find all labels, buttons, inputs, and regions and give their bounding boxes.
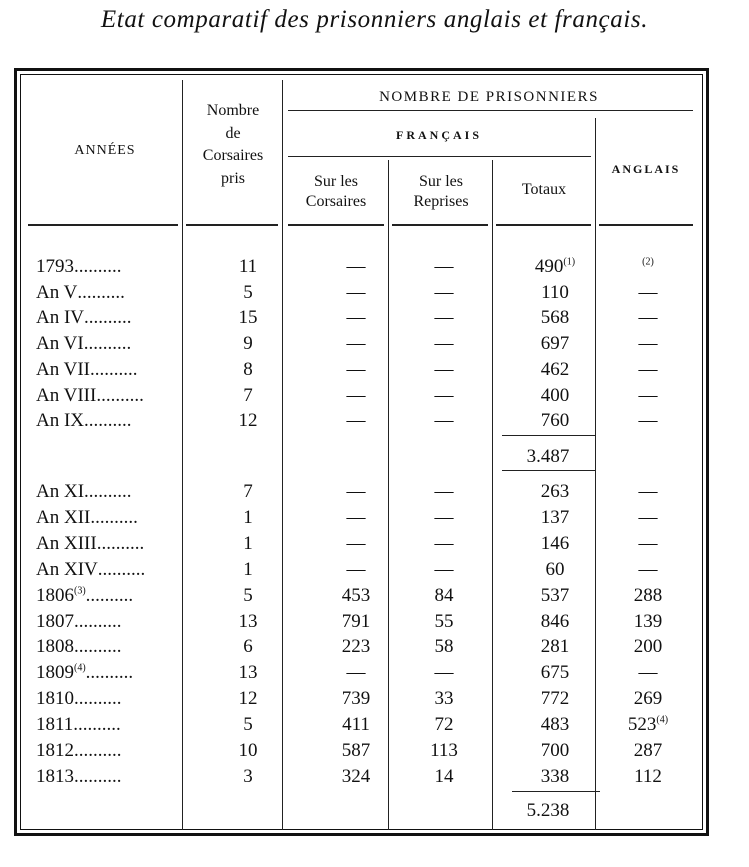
sur-corsaires-cell: 223 — [341, 636, 371, 658]
header-rule-sur-reprises — [392, 224, 488, 226]
page-title: Etat comparatif des prisonniers anglais et français. — [100, 6, 649, 33]
table-row — [20, 662, 703, 687]
header-corsaires-pris — [184, 100, 282, 191]
corsaires-cell: 13 — [238, 662, 258, 684]
corsaires-cell: 1 — [243, 506, 253, 528]
header-corsaires-line1: Nombre — [206, 102, 260, 119]
corsaires-cell: 10 — [238, 740, 258, 761]
anglais-cell: 288 — [633, 584, 663, 606]
sur-corsaires-cell: — — [346, 532, 366, 554]
corsaires-cell: 5 — [243, 714, 253, 736]
totaux-cell: 697 — [540, 333, 570, 355]
header-corsaires-line2: de — [225, 124, 241, 142]
year-cell: 1811.......... — [36, 714, 121, 736]
corsaires-cell: 1 — [243, 532, 253, 554]
sur-reprises-cell: — — [434, 662, 454, 684]
table-row — [20, 507, 703, 532]
anglais-cell: 269 — [633, 688, 663, 710]
leader-dots: .......... — [96, 532, 145, 554]
sur-corsaires-cell: — — [346, 506, 366, 528]
sur-reprises-cell: — — [434, 558, 454, 580]
corsaires-cell: 9 — [243, 333, 253, 355]
subtotal-rule-2 — [512, 791, 600, 792]
year-cell: 1807.......... — [36, 610, 122, 632]
sur-corsaires-cell: — — [346, 358, 366, 380]
subtotal-rule-1b — [502, 470, 596, 471]
header-sur-corsaires-line2: Corsaires — [305, 193, 367, 210]
sur-reprises-cell: — — [434, 481, 454, 502]
table-row — [20, 585, 703, 610]
table-row — [20, 559, 703, 584]
table-row — [20, 307, 703, 332]
table-row — [20, 282, 703, 307]
leader-dots: .......... — [84, 410, 132, 432]
rule-under-nombre — [288, 110, 693, 111]
corsaires-cell: 13 — [238, 610, 258, 632]
sur-reprises-cell: — — [434, 506, 454, 528]
totaux-cell: 490$^{(1)}$ — [534, 256, 576, 277]
table-row — [20, 714, 703, 739]
sur-corsaires-cell: — — [346, 410, 366, 432]
sur-corsaires-cell: — — [346, 307, 366, 329]
leader-dots: .......... — [84, 481, 132, 502]
header-sur-reprises-line2: Reprises — [413, 193, 469, 210]
year-cell: An XIII.......... — [36, 532, 145, 554]
year-cell: 1793.......... — [36, 256, 122, 277]
leader-dots: .......... — [74, 610, 122, 632]
subtotal-rule-1 — [502, 435, 596, 436]
year-cell: 1812.......... — [36, 740, 122, 761]
anglais-cell: — — [638, 662, 658, 684]
totaux-cell: 700 — [540, 740, 570, 761]
corsaires-cell: 12 — [238, 688, 258, 710]
totaux-cell: 537 — [540, 584, 570, 606]
corsaires-cell: 12 — [238, 410, 258, 432]
anglais-cell: — — [638, 410, 658, 432]
totaux-cell: 146 — [540, 532, 570, 554]
table-row — [20, 359, 703, 384]
sur-reprises-cell: — — [434, 532, 454, 554]
table-row — [20, 533, 703, 558]
totaux-cell: 338 — [540, 765, 570, 787]
year-cell: 1808.......... — [36, 636, 122, 658]
year-cell: An XII.......... — [36, 506, 138, 528]
sur-corsaires-cell: — — [346, 662, 366, 684]
header-rule-corsaires — [186, 224, 278, 226]
corsaires-cell: 6 — [243, 636, 253, 658]
year-cell: 1806$^{(3)}$.......... — [36, 584, 134, 606]
anglais-cell: — — [638, 281, 658, 303]
header-annees: ANNÉES — [74, 143, 136, 158]
sur-corsaires-cell: 587 — [341, 740, 371, 761]
leader-dots: .......... — [74, 688, 122, 710]
leader-dots: .......... — [73, 714, 121, 736]
totaux-cell: 760 — [540, 410, 570, 432]
sur-corsaires-cell: 739 — [341, 688, 371, 710]
corsaires-cell: 5 — [243, 584, 253, 606]
anglais-cell: — — [638, 358, 658, 380]
totaux-cell: 568 — [540, 307, 570, 329]
leader-dots: .......... — [85, 662, 134, 684]
table-row — [20, 256, 703, 281]
anglais-cell: 200 — [633, 636, 663, 658]
leader-dots: .......... — [96, 384, 144, 406]
sur-reprises-cell: 84 — [434, 584, 454, 606]
table-row — [20, 611, 703, 636]
anglais-cell: (2) — [642, 256, 654, 268]
table-row — [20, 766, 703, 791]
corsaires-cell: 7 — [243, 481, 253, 502]
header-sur-reprises-line1: Sur les — [419, 173, 463, 190]
header-corsaires-line3: Corsaires — [202, 147, 264, 165]
leader-dots: .......... — [97, 558, 146, 580]
anglais-cell: 523$^{(4)}$ — [627, 714, 669, 736]
header-rule-anglais — [599, 224, 693, 226]
header-sur-corsaires — [284, 172, 388, 212]
year-cell: 1810.......... — [36, 688, 122, 710]
sur-reprises-cell: 58 — [434, 636, 454, 658]
header-nombre-prisonniers: NOMBRE DE PRISONNIERS — [379, 89, 599, 105]
corsaires-cell: 3 — [243, 765, 253, 787]
sur-reprises-cell: 72 — [434, 714, 454, 736]
leader-dots: .......... — [74, 256, 122, 277]
leader-dots: .......... — [74, 636, 122, 658]
year-cell: An VIII.......... — [36, 384, 144, 406]
header-rule-sur-corsaires — [288, 224, 384, 226]
sur-reprises-cell: — — [434, 333, 454, 355]
header-rule-totaux — [496, 224, 591, 226]
anglais-cell: 287 — [633, 740, 663, 761]
anglais-cell: — — [638, 384, 658, 406]
totaux-cell: 60 — [545, 558, 565, 580]
sur-reprises-cell: — — [434, 358, 454, 380]
corsaires-cell: 8 — [243, 358, 253, 380]
totaux-cell: 137 — [540, 506, 570, 528]
table-row — [20, 385, 703, 410]
sur-reprises-cell: 55 — [434, 610, 454, 632]
totaux-cell: 483 — [540, 714, 570, 736]
leader-dots: .......... — [77, 281, 125, 303]
header-rule-annees — [28, 224, 178, 226]
totaux-cell: 462 — [540, 358, 570, 380]
sur-reprises-cell: — — [434, 410, 454, 432]
year-cell: An XIV.......... — [36, 558, 146, 580]
year-cell: An IV.......... — [36, 307, 132, 329]
year-cell: An VII.......... — [36, 358, 138, 380]
year-cell: An XI.......... — [36, 481, 132, 502]
anglais-cell: — — [638, 333, 658, 355]
year-cell: An VI.......... — [36, 333, 132, 355]
year-cell: An IX.......... — [36, 410, 132, 432]
sur-corsaires-cell: 411 — [342, 714, 370, 736]
corsaires-cell: 7 — [243, 384, 253, 406]
sur-corsaires-cell: 453 — [341, 584, 371, 606]
anglais-cell: 112 — [634, 765, 662, 787]
totaux-cell: 281 — [540, 636, 570, 658]
header-corsaires-line4: pris — [221, 170, 245, 188]
anglais-cell: — — [638, 506, 658, 528]
table-row — [20, 688, 703, 713]
table-row — [20, 636, 703, 661]
anglais-cell: — — [638, 532, 658, 554]
leader-dots: .......... — [90, 358, 138, 380]
sur-corsaires-cell: — — [346, 333, 366, 355]
totaux-cell: 772 — [540, 688, 570, 710]
header-anglais: ANGLAIS — [611, 162, 681, 176]
year-cell: 1813.......... — [36, 765, 122, 787]
sur-reprises-cell: — — [434, 281, 454, 303]
sur-reprises-cell: — — [434, 384, 454, 406]
leader-dots: .......... — [90, 506, 138, 528]
totaux-cell: 400 — [540, 384, 570, 406]
sur-corsaires-cell: — — [346, 256, 366, 277]
year-cell: 1809$^{(4)}$.......... — [36, 662, 134, 684]
header-sur-reprises — [390, 172, 492, 212]
header-totaux: Totaux — [521, 181, 567, 198]
table-row — [20, 481, 703, 506]
sur-reprises-cell: 33 — [434, 688, 454, 710]
sur-reprises-cell: 113 — [430, 740, 458, 761]
leader-dots: .......... — [84, 307, 132, 329]
anglais-cell: — — [638, 307, 658, 329]
totaux-cell: 110 — [541, 281, 569, 303]
leader-dots: .......... — [85, 584, 134, 606]
table-row — [20, 333, 703, 358]
sur-corsaires-cell: — — [346, 558, 366, 580]
anglais-cell: — — [638, 481, 658, 502]
sur-corsaires-cell: 324 — [341, 765, 371, 787]
corsaires-cell: 11 — [238, 256, 258, 277]
table-row — [20, 740, 703, 765]
sur-reprises-cell: — — [434, 256, 454, 277]
year-cell: An V.......... — [36, 281, 125, 303]
anglais-cell: 139 — [633, 610, 663, 632]
anglais-cell: — — [638, 558, 658, 580]
sur-reprises-cell: 14 — [434, 765, 454, 787]
totaux-cell: 846 — [540, 610, 570, 632]
leader-dots: .......... — [74, 765, 122, 787]
corsaires-cell: 1 — [243, 558, 253, 580]
sur-corsaires-cell: — — [346, 481, 366, 502]
leader-dots: .......... — [83, 333, 132, 355]
corsaires-cell: 5 — [243, 281, 253, 303]
header-francais: FRANÇAIS — [395, 128, 482, 142]
totaux-cell: 263 — [540, 481, 570, 502]
sur-reprises-cell: — — [434, 307, 454, 329]
subtotal-1: 3.487 — [526, 446, 570, 467]
sur-corsaires-cell: 791 — [341, 610, 371, 632]
table-row — [20, 410, 703, 435]
sur-corsaires-cell: — — [346, 281, 366, 303]
header-sur-corsaires-line1: Sur les — [314, 173, 358, 190]
sur-corsaires-cell: — — [346, 384, 366, 406]
corsaires-cell: 15 — [238, 307, 258, 329]
totaux-cell: 675 — [540, 662, 570, 684]
leader-dots: .......... — [74, 740, 122, 761]
subtotal-2: 5.238 — [526, 800, 570, 821]
rule-under-francais — [288, 156, 591, 157]
